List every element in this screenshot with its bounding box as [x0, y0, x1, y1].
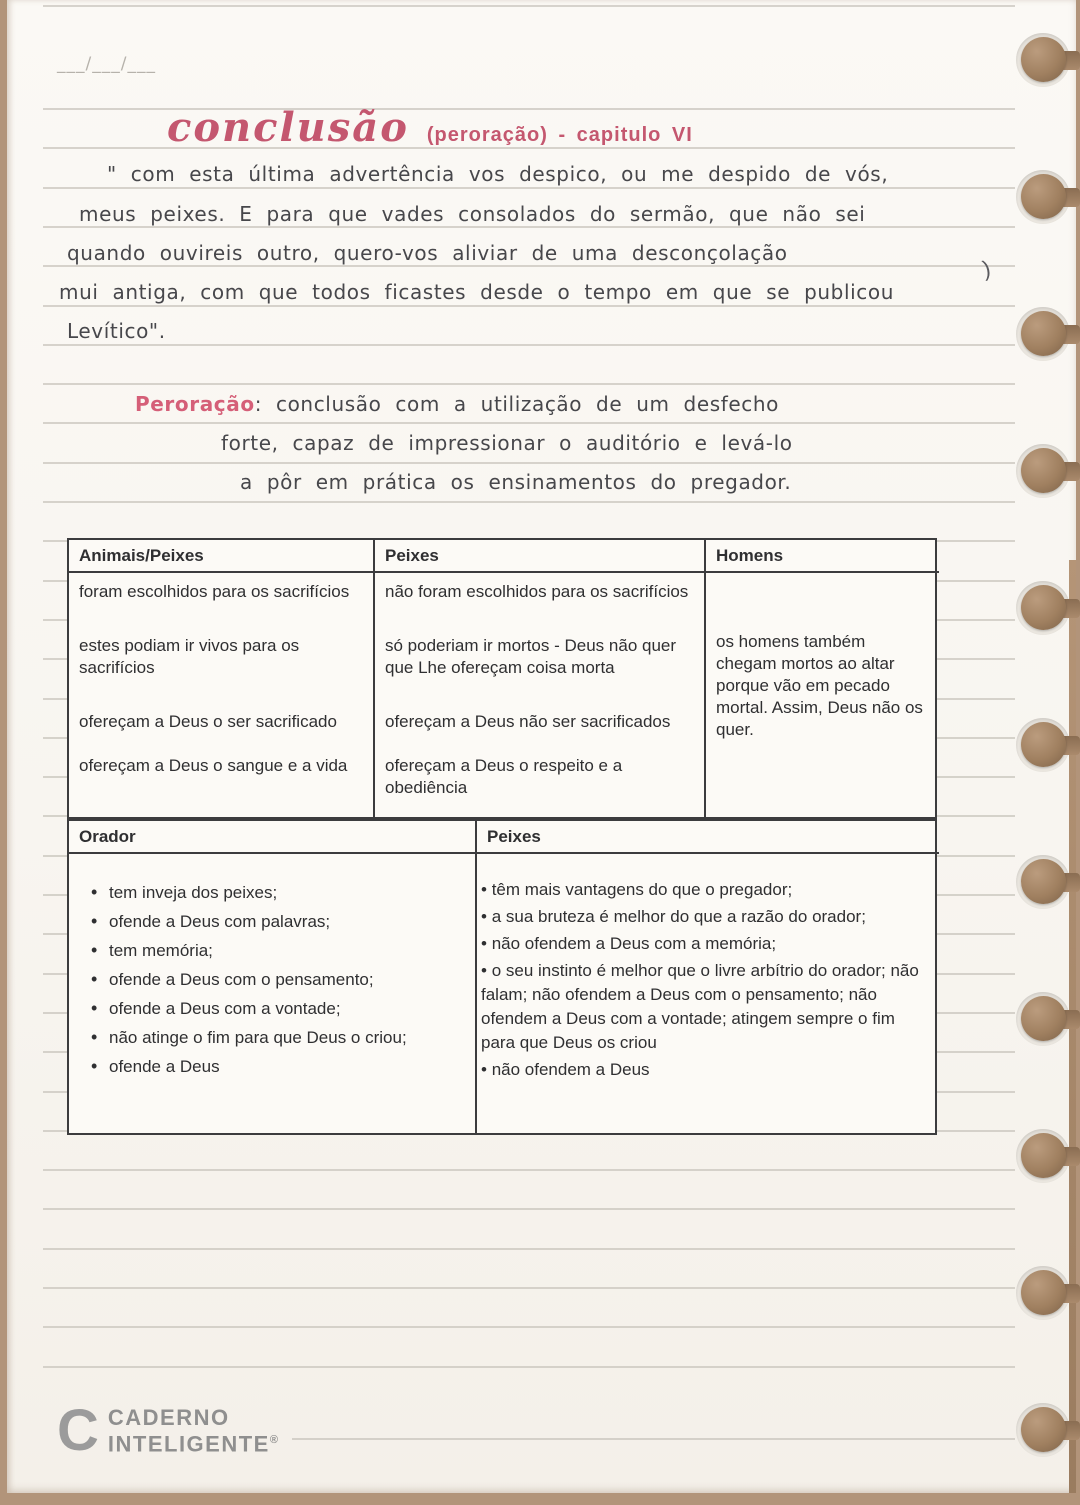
definition-line: a pôr em prática os ensinamentos do pregador.: [240, 470, 792, 494]
ruled-line: [43, 187, 1015, 189]
orador-bullet-list: [79, 854, 465, 1081]
disc-cap: [1021, 1270, 1066, 1315]
table-cell-orador: [69, 854, 477, 1133]
definition-line: forte, capaz de impressionar o auditório e levá-lo: [221, 431, 793, 455]
table-cell-homens: [706, 573, 939, 831]
definition-text: : conclusão com a utilização de um desfecho: [254, 392, 780, 416]
table-text: estes podiam ir vivos para os sacrifícios: [79, 636, 300, 677]
definition-term: Peroração: [135, 392, 255, 416]
bullet-item: • não ofendem a Deus com a memória;: [481, 932, 931, 956]
disc-cap: [1021, 1407, 1066, 1452]
bullet-item: • não atinge o fim para que Deus o criou;: [81, 1023, 459, 1052]
ruled-line: [43, 344, 1015, 346]
bullet-item: • tem inveja dos peixes;: [81, 878, 459, 907]
quote-line: mui antiga, com que todos ficastes desde o tempo em que se publicou: [59, 280, 894, 304]
quote-line: " com esta última advertência vos despico, ou me despido de vós,: [107, 162, 889, 186]
table-header-cell: Animais/Peixes: [69, 540, 375, 573]
table-header-cell: Peixes: [375, 540, 706, 573]
table-text: não foram escolhidos para os sacrifícios: [385, 582, 689, 601]
bullet-item: • ofende a Deus com palavras;: [81, 907, 459, 936]
bullet-item: • ofende a Deus: [81, 1052, 459, 1081]
binding-disc: [1016, 992, 1080, 1046]
disc-cap: [1021, 174, 1066, 219]
bullet-item: • a sua bruteza é melhor do que a razão do orador;: [481, 905, 931, 929]
table-text: ofereçam a Deus não ser sacrificados: [385, 712, 671, 731]
ruled-line: [43, 383, 1015, 385]
disc-cap: [1021, 722, 1066, 767]
ruled-line: [43, 462, 1015, 464]
table-text: só poderiam ir mortos - Deus não quer que Lhe ofereçam coisa morta: [385, 636, 677, 677]
quote-line: meus peixes. E para que vades consolados do sermão, que não sei: [79, 202, 866, 226]
title-annex: (peroração) - capitulo VI: [426, 124, 693, 146]
binding-disc: [1016, 718, 1080, 772]
logo-line2: INTELIGENTE: [107, 1431, 270, 1457]
disc-cap: [1021, 585, 1066, 630]
disc-cap: [1021, 1133, 1066, 1178]
ruled-line: [43, 1326, 1015, 1328]
table-cell-peixes: [375, 573, 706, 831]
table-header-cell: Orador: [69, 821, 477, 854]
ruled-line: [43, 422, 1015, 424]
definition-line: [135, 392, 779, 416]
ruled-line: [43, 5, 1015, 7]
ruled-line: [43, 1208, 1015, 1210]
table-header-cell: Peixes: [477, 821, 939, 854]
table-cell-peixes2: [477, 854, 939, 1133]
binding-disc: [1016, 1266, 1080, 1320]
ruled-line: [43, 1248, 1015, 1250]
disc-cap: [1021, 37, 1066, 82]
disc-cap: [1021, 859, 1066, 904]
ruled-line: [43, 1287, 1015, 1289]
binding-disc: [1016, 1403, 1080, 1457]
ruled-line: [43, 1366, 1015, 1368]
bullet-item: • não ofendem a Deus: [481, 1058, 931, 1082]
table-header-cell: Homens: [706, 540, 939, 573]
caderno-inteligente-logo: [57, 1398, 280, 1463]
binding-disc: [1016, 33, 1080, 87]
ruled-line: [43, 1169, 1015, 1171]
logo-line1: CADERNO: [107, 1405, 230, 1431]
bullet-item: • ofende a Deus com o pensamento;: [81, 965, 459, 994]
binding-disc: [1016, 855, 1080, 909]
disc-cap: [1021, 311, 1066, 356]
table-text: ofereçam a Deus o ser sacrificado: [79, 712, 337, 731]
table-text: ofereçam a Deus o sangue e a vida: [79, 756, 348, 775]
ruled-line: [43, 501, 1015, 503]
binding-disc: [1016, 581, 1080, 635]
binding-disc: [1016, 1129, 1080, 1183]
binding-disc: [1016, 170, 1080, 224]
comparison-table-orador-peixes: [67, 819, 937, 1135]
bullet-item: • o seu instinto é melhor que o livre arbítrio do orador; não falam; não ofendem a Deus com o pensamento; não ofendem a Deus com a vontade; atingem sempre o fim para que Deus os criou: [481, 959, 931, 1055]
binding-disc: [1016, 307, 1080, 361]
disc-cap: [1021, 996, 1066, 1041]
notebook-paper: [7, 0, 1076, 1493]
disc-cap: [1021, 448, 1066, 493]
quote-line: quando ouvireis outro, quero-vos aliviar de uma desconçolação: [67, 241, 788, 265]
stray-pen-mark: ): [980, 255, 993, 282]
registered-mark: ®: [269, 1434, 280, 1447]
ruled-line: [292, 1438, 1015, 1440]
title-conclusao: conclusão: [167, 104, 409, 151]
binding-disc: [1016, 444, 1080, 498]
date-placeholder: ___/___/___: [57, 54, 156, 74]
table-text: os homens também chegam mortos ao altar porque vão em pecado mortal. Assim, Deus não os quer.: [716, 632, 923, 739]
bullet-item: • têm mais vantagens do que o pregador;: [481, 878, 931, 902]
ruled-line: [43, 305, 1015, 307]
bullet-item: • ofende a Deus com a vontade;: [81, 994, 459, 1023]
table-cell-animais: [69, 573, 375, 831]
section-title: [167, 104, 693, 151]
table-text: ofereçam a Deus o respeito e a obediência: [385, 756, 623, 797]
logo-text: [108, 1406, 280, 1455]
table-text: foram escolhidos para os sacrifícios: [79, 582, 350, 601]
ruled-line: [43, 265, 1015, 267]
comparison-table-animais-peixes-homens: [67, 538, 937, 819]
logo-c-icon: C: [57, 1398, 99, 1463]
ruled-line: [43, 226, 1015, 228]
quote-line: Levítico".: [67, 319, 166, 343]
bullet-item: • tem memória;: [81, 936, 459, 965]
